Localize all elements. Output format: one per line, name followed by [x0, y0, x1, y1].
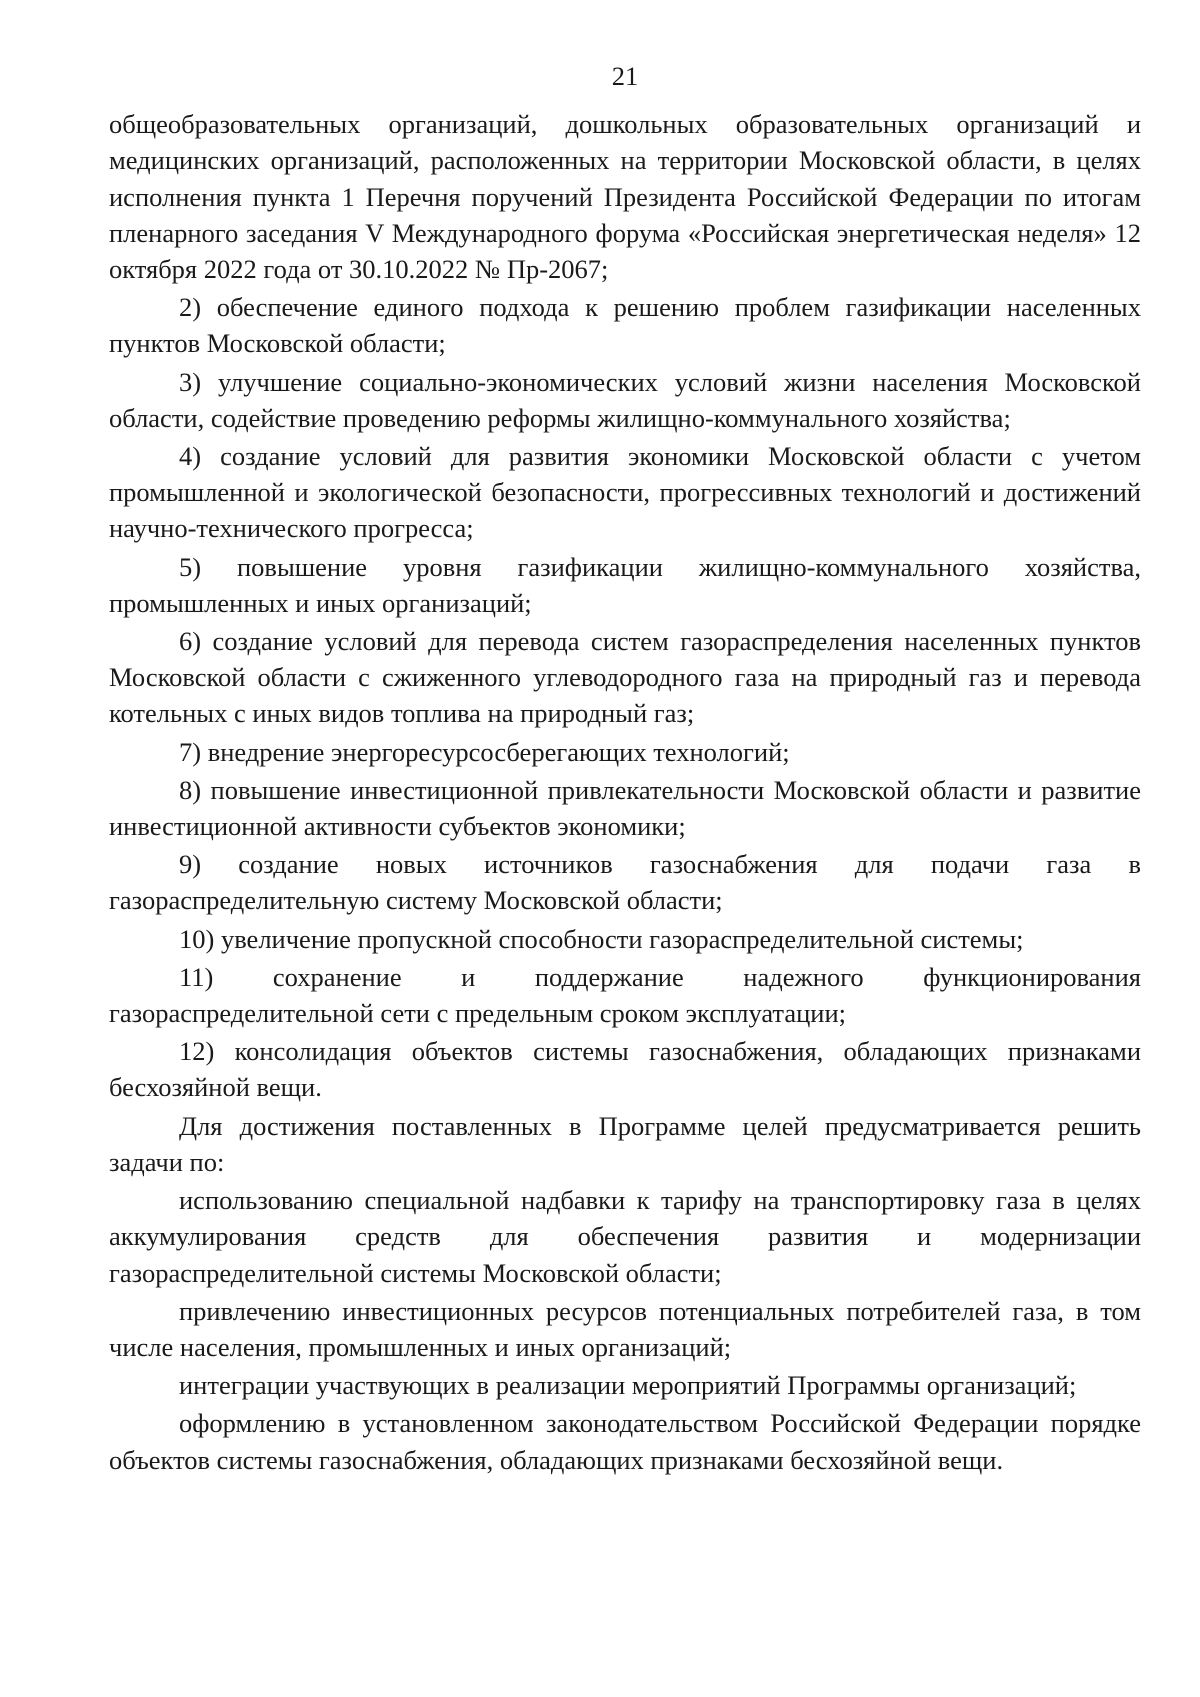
list-item-4: 4) создание условий для развития экономики Московской области с учетом промышленной и экологической безопасности, прогрессивных технологий и достижений научно-технического прогресса;: [109, 441, 1141, 544]
task-item-1: использованию специальной надбавки к тарифу на транспортировку газа в целях аккумулирования средств для обеспечения развития и модернизации газораспределительной системы Московской области;: [109, 1185, 1141, 1288]
list-item-9: 9) создание новых источников газоснабжения для подачи газа в газораспределительную систему Московской области;: [109, 849, 1141, 916]
list-item-12: 12) консолидация объектов системы газоснабжения, обладающих признаками бесхозяйной вещи.: [109, 1036, 1141, 1103]
task-item-4: оформлению в установленном законодательством Российской Федерации порядке объектов системы газоснабжения, обладающих признаками бесхозяйной вещи.: [109, 1408, 1141, 1475]
paragraph-continuation: общеобразовательных организаций, дошкольных образовательных организаций и медицинских организаций, расположенных на территории Московской области, в целях исполнения пункта 1 Перечня поручений Президента Российской Федерации по итогам пленарного заседания V Международного форума «Российская энергетическая неделя» 12 октября 2022 года от 30.10.2022 № Пр-2067;: [109, 109, 1141, 285]
list-item-6: 6) создание условий для перевода систем газораспределения населенных пунктов Московской области с сжиженного углеводородного газа на природный газ и перевода котельных с иных видов топлива на природный газ;: [109, 626, 1141, 729]
list-item-8: 8) повышение инвестиционной привлекательности Московской области и развитие инвестиционной активности субъектов экономики;: [109, 774, 1141, 842]
list-item-7: 7) внедрение энергоресурсосберегающих технологий;: [179, 736, 790, 767]
task-item-2: привлечению инвестиционных ресурсов потенциальных потребителей газа, в том числе населения, промышленных и иных организаций;: [109, 1295, 1141, 1362]
list-item-10: 10) увеличение пропускной способности газораспределительной системы;: [179, 923, 1024, 954]
document-page: [109, 58, 1141, 1478]
list-item-11: 11) сохранение и поддержание надежного функционирования газораспределительной сети с предельным сроком эксплуатации;: [109, 961, 1141, 1029]
tasks-intro: Для достижения поставленных в Программе целей предусматривается решить задачи по:: [109, 1110, 1141, 1177]
page-number: 21: [611, 61, 639, 91]
task-item-3: интеграции участвующих в реализации мероприятий Программы организаций;: [179, 1370, 1077, 1401]
list-item-5: 5) повышение уровня газификации жилищно-коммунального хозяйства, промышленных и иных организаций;: [109, 551, 1141, 618]
list-item-3: 3) улучшение социально-экономических условий жизни населения Московской области, содействие проведению реформы жилищно-коммунального хозяйства;: [109, 366, 1141, 433]
list-item-2: 2) обеспечение единого подхода к решению проблем газификации населенных пунктов Московской области;: [109, 292, 1141, 359]
